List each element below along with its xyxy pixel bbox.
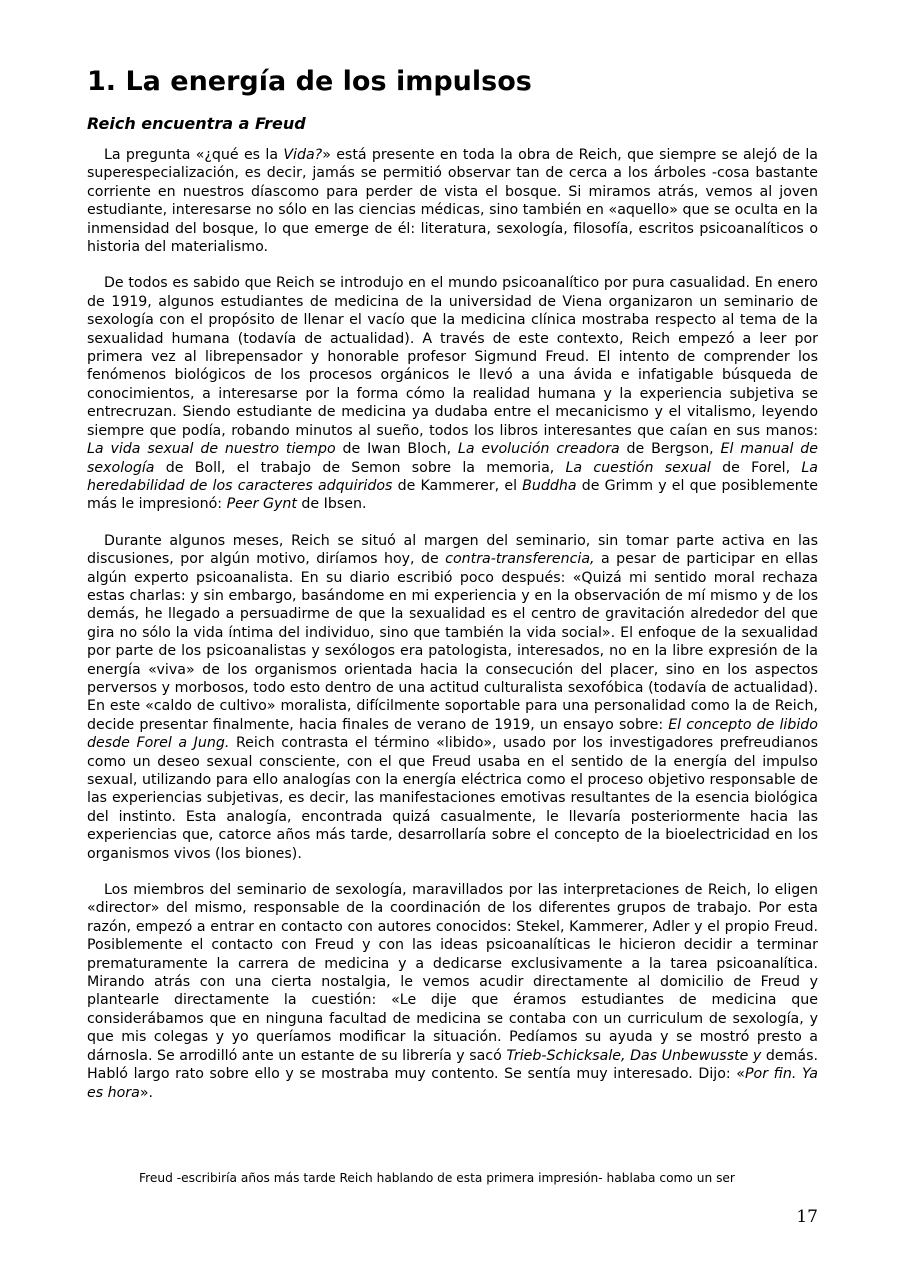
paragraph-4: Los miembros del seminario de sexología, maravillados por las interpretaciones de Reich, lo eligen «director» del mismo, responsable de la coordinación de los diferentes grupos de trabajo. Por esta razón, empezó a entrar en contacto con autores conocidos: Stekel, Kammerer, Adler y el propio Freud. Posiblemente el contacto con Freud y con las ideas psicoanalíticas le hicieron decidir a terminar prematuramente la carrera de medicina y a dedicarse exclusivamente a la tarea psicoanalítica. Mirando atrás con una cierta nostalgia, le vemos acudir directamente al domicilio de Freud y plantearle directamente la cuestión: «Le dije que éramos estudiantes de medicina que considerábamos que en ninguna facultad de medicina se contaba con un curriculum de sexología, y que mis colegas y yo queríamos modificar la situación. Pedíamos su ayuda y se mostró presto a dárnosla. Se arrodilló ante un estante de su librería y sacó Trieb-Schicksale, Das Unbewusste y demás. Habló largo rato sobre ello y se mostraba muy contento. Se sentía muy interesado. Dijo: «Por fin. Ya es hora». xyxy=(87,882,819,1101)
paragraph-3: Durante algunos meses, Reich se situó al margen del seminario, sin tomar parte activa en las discusiones, por algún motivo, diríamos hoy, de contra-transferencia, a pesar de participar en ellas algún experto psicoanalista. En su diario escribió poco después: «Quizá mi sentido moral rechaza estas charlas: y sin embargo, basándome en mi experiencia y en la observación de mí mismo y de los demás, he llegado a persuadirme de que la sexualidad es el centro de gravitación alrededor del que gira no sólo la vida íntima del individuo, sino que también la vida social». El enfoque de la sexualidad por parte de los psicoanalistas y sexólogos era patologista, interesados, no en la libre expresión de la energía «viva» de los organismos orientada hacia la consecución del placer, sino en los aspectos perversos y morbosos, todo esto dentro de una actitud culturalista sexofóbica (todavía de actualidad). En este «caldo de cultivo» moralista, difícilmente soportable para una personalidad como la de Reich, decide presentar finalmente, hacia finales de verano de 1919, un ensayo sobre: El concepto de libido desde Forel a Jung. Reich contrasta el término «libido», usado por los investigadores prefreudianos como un deseo sexual consciente, con el que Freud usaba en el sentido de la energía del impulso sexual, utilizando para ello analogías con la energía eléctrica como el proceso objetivo responsable de las experiencias subjetivas, es decir, las manifestaciones emotivas resultantes de la esencia biológica del instinto. Esta analogía, encontrada quizá casualmente, le llevaría posteriormente hacia las experiencias que, catorce años más tarde, desarrollaría sobre el concepto de la bioelectricidad en los organismos vivos (los biones). xyxy=(87,532,818,862)
paragraph-1: La pregunta «¿qué es la Vida?» está presente en toda la obra de Reich, que siempre se alejó de la superespecialización, es decir, jamás se permitió observar tan de cerca a los árboles -cosa bastante corriente en nuestros díascomo para perder de vista el bosque. Si miramos atrás, vemos al joven estudiante, interesarse no sólo en las ciencias médicas, sino también en «aquello» que se oculta en la inmensidad del bosque, lo que emerge de él: literatura, sexología, filosofía, escritos psicoanalíticos o historia del materialismo. xyxy=(87,147,818,256)
section-subheading: Reich encuentra a Freud xyxy=(87,114,306,133)
document-page xyxy=(87,62,819,1185)
chapter-heading: 1. La energía de los impulsos xyxy=(87,66,532,97)
paragraph-2: De todos es sabido que Reich se introdujo en el mundo psicoanalítico por pura casualidad. En enero de 1919, algunos estudiantes de medicina de la universidad de Viena organizaron un seminario de sexología con el propósito de llenar el vacío que la medicina clínica mostraba respecto al tema de la sexualidad humana (todavía de actualidad). A través de este contexto, Reich empezó a leer por primera vez al librepensador y honorable profesor Sigmund Freud. El intento de comprender los fenómenos biológicos de los procesos orgánicos le llevó a una ávida e infatigable búsqueda de conocimientos, a interesarse por la forma cómo la realidad humana y la experiencia subjetiva se entrecruzan. Siendo estudiante de medicina ya dudaba entre el mecanicismo y el vitalismo, leyendo siempre que podía, robando minutos al sueño, todos los libros interesantes que caían en sus manos: La vida sexual de nuestro tiempo de Iwan Bloch, La evolución creadora de Bergson, El manual de sexología de Boll, el trabajo de Semon sobre la memoria, La cuestión sexual de Forel, La heredabilidad de los caracteres adquiridos de Kammerer, el Buddha de Grimm y el que posiblemente más le impresionó: Peer Gynt de Ibsen. xyxy=(87,275,819,513)
page-number: 17 xyxy=(796,1207,818,1227)
quote-paragraph: Freud -escribiría años más tarde Reich hablando de esta primera impresión- hablaba como un ser xyxy=(139,1171,735,1185)
